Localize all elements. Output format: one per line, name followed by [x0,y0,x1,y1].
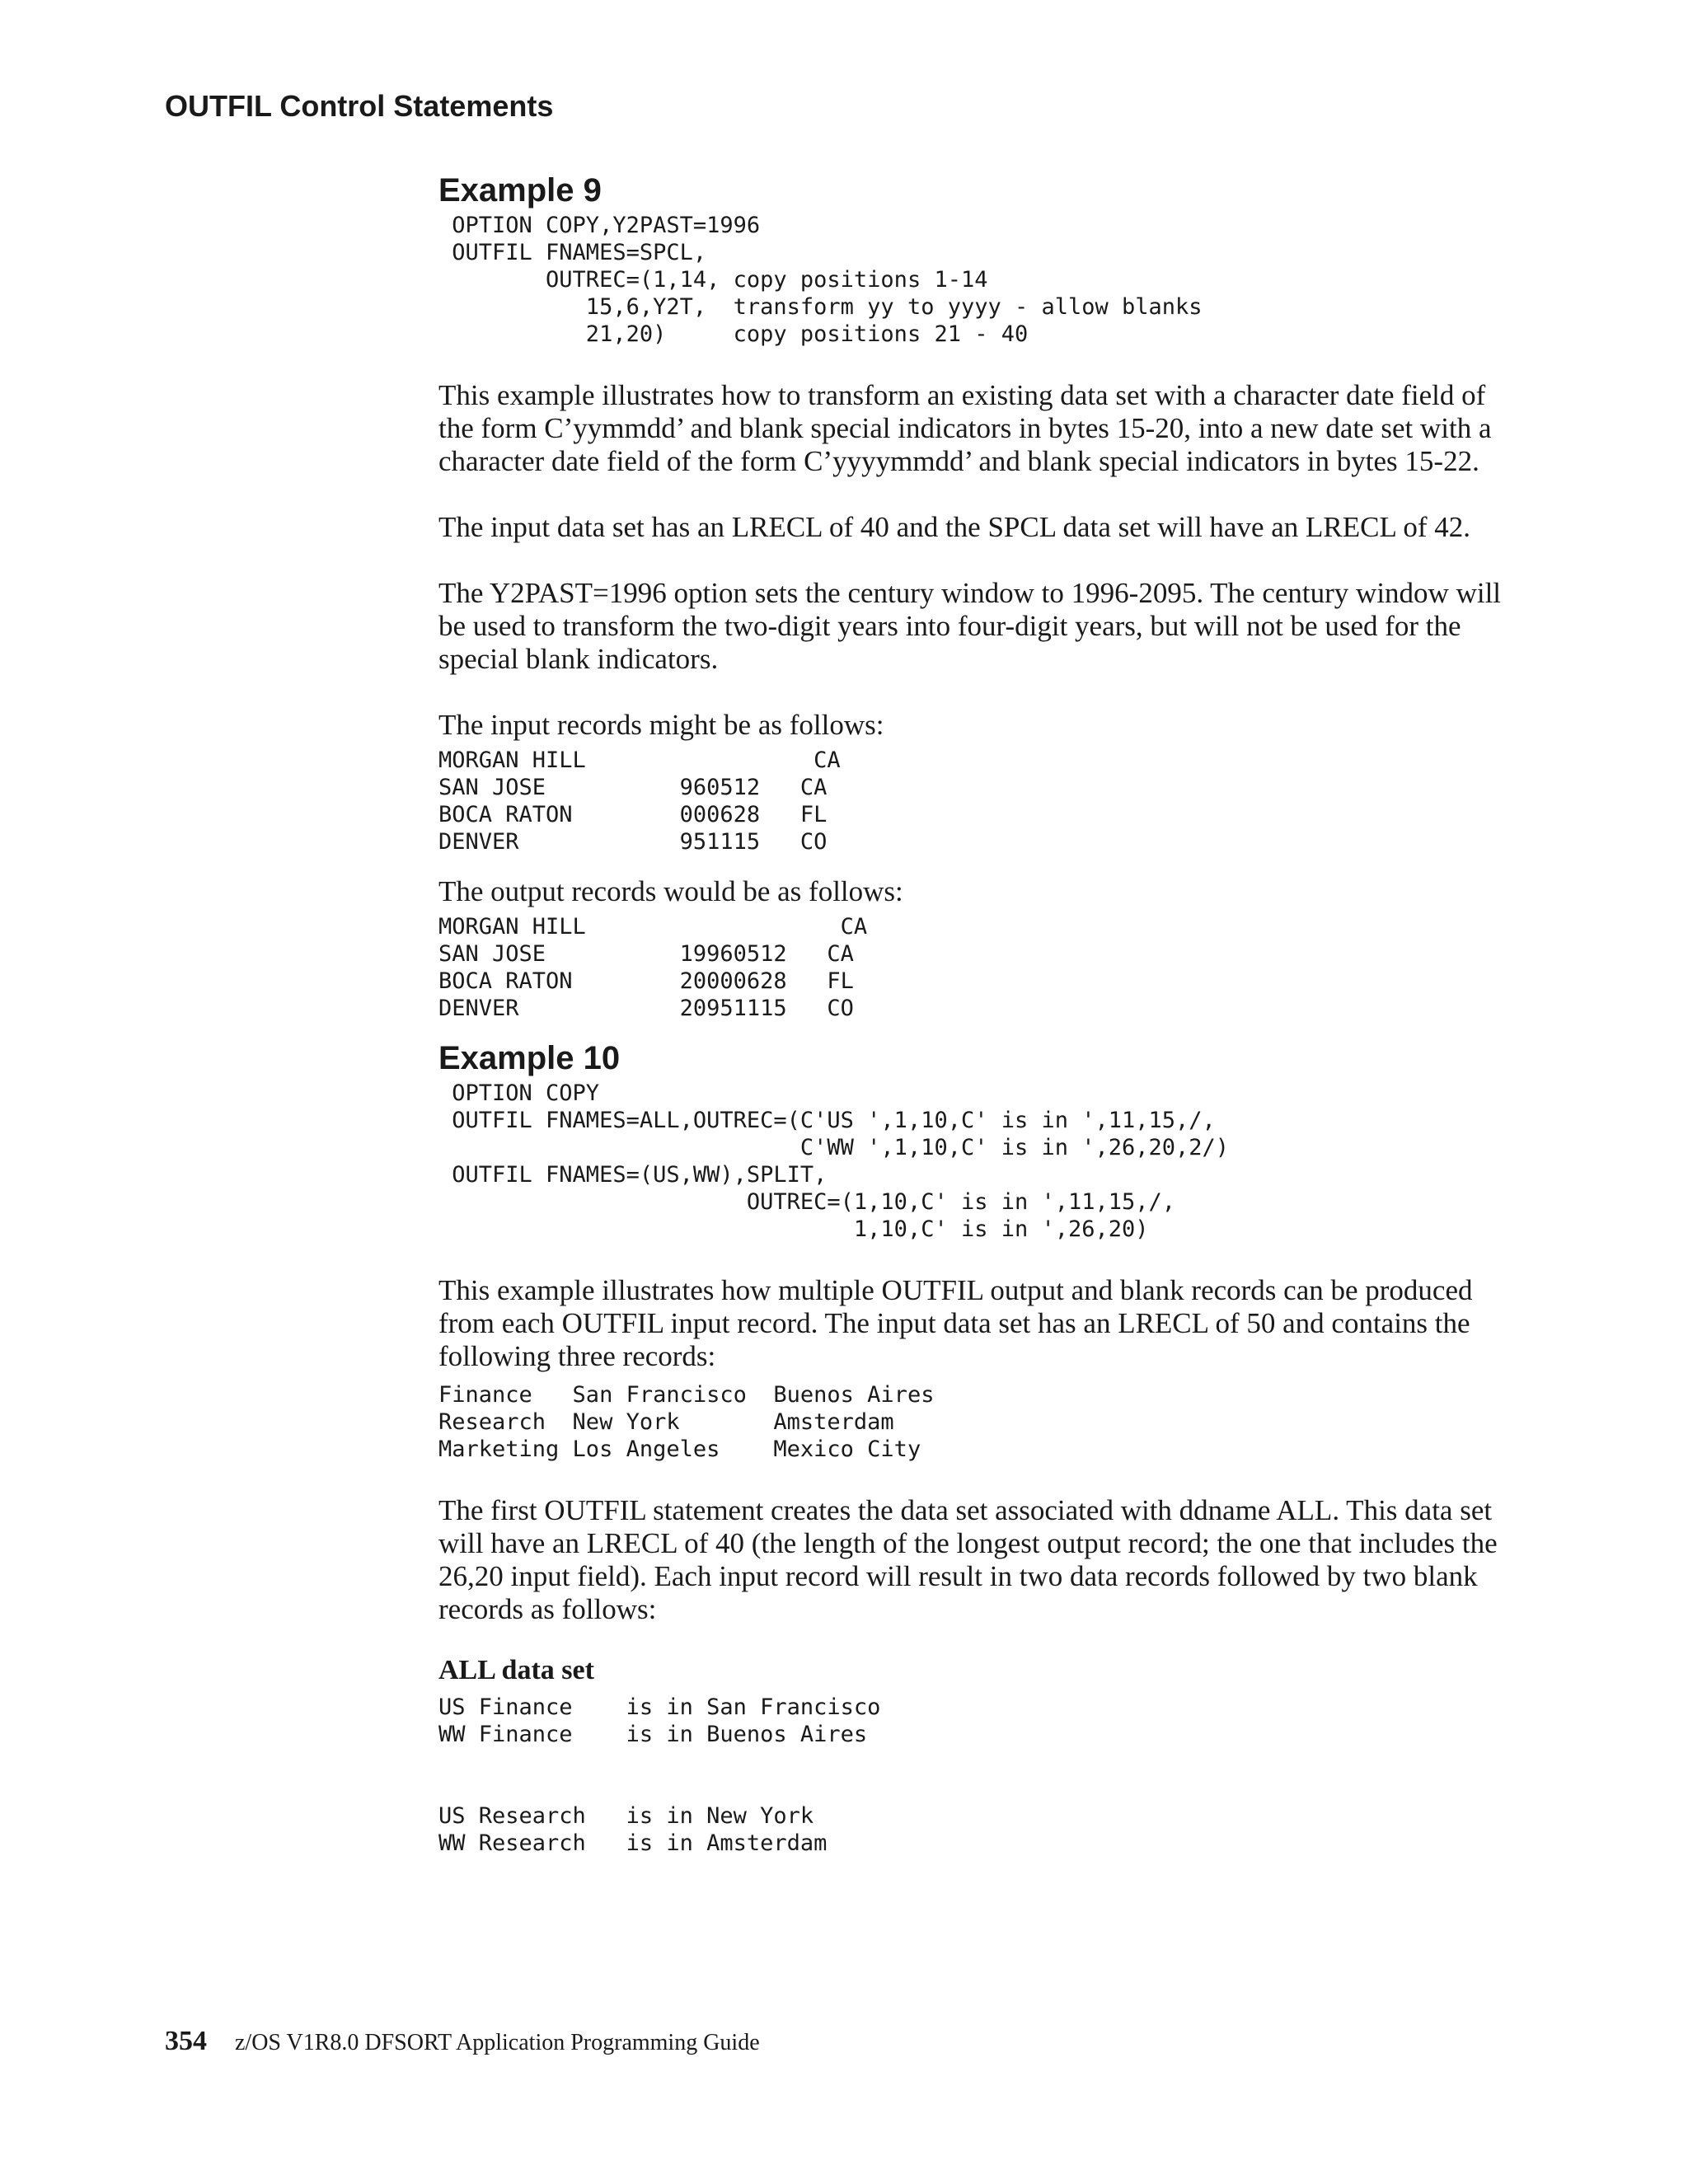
all-data-set-records: US Finance is in San Francisco WW Finance is in Buenos Aires US Research is in New York WW Research is in Amsterdam [438,1694,881,1856]
example-9-input-records: MORGAN HILL CA SAN JOSE 960512 CA BOCA RATON 000628 FL DENVER 951115 CO [438,748,841,855]
example-10-paragraph-2: The first OUTFIL statement creates the data set associated with ddname ALL. This data set will have an LRECL of 40 (the length of the longest output record; the one that includes the 26,20 input field). Each input record will result in two data records followed by two blank records as follows: [438,1494,1498,1625]
example-9-paragraph-2: The input data set has an LRECL of 40 and the SPCL data set will have an LRECL of 42. [438,511,1470,543]
example-10-paragraph-1: This example illustrates how multiple OUTFIL output and blank records can be produced from each OUTFIL input record. The input data set has an LRECL of 50 and contains the following three records: [438,1274,1473,1372]
example-9-code: OPTION COPY,Y2PAST=1996 OUTFIL FNAMES=SPCL, OUTREC=(1,14, copy positions 1-14 15,6,Y2T, transform yy to yyyy - allow blanks 21,20) copy positions 21 - 40 [452,213,1203,347]
all-data-set-heading: ALL data set [438,1655,594,1685]
example-9-title: Example 9 [438,172,602,209]
page-footer [165,2026,760,2057]
example-9-output-intro: The output records would be as follows: [438,875,903,907]
example-9-paragraph-3: The Y2PAST=1996 option sets the century window to 1996-2095. The century window will be used to transform the two-digit years into four-digit years, but will not be used for the special blank indicators. [438,577,1502,675]
example-10-input-records: Finance San Francisco Buenos Aires Research New York Amsterdam Marketing Los Angeles Mexico City [438,1382,935,1462]
page-content [438,169,1510,1857]
page-number: 354 [165,2026,207,2056]
book-title: z/OS V1R8.0 DFSORT Application Programming Guide [235,2030,760,2055]
example-9-paragraph-1: This example illustrates how to transform an existing data set with a character date field of the form C’yymmdd’ and blank special indicators in bytes 15-20, into a new date set with a character date field of the form C’yyyymmdd’ and blank special indicators in bytes 15-22. [438,379,1492,477]
example-9-input-intro: The input records might be as follows: [438,709,884,741]
example-10-title: Example 10 [438,1040,621,1076]
example-10-code: OPTION COPY OUTFIL FNAMES=ALL,OUTREC=(C'US ',1,10,C' is in ',11,15,/, C'WW ',1,10,C' is in ',26,20,2/) OUTFIL FNAMES=(US,WW),SPLIT, OUTREC=(1,10,C' is in ',11,15,/, 1,10,C' is in ',26,20) [452,1080,1230,1242]
example-9-output-records: MORGAN HILL CA SAN JOSE 19960512 CA BOCA RATON 20000628 FL DENVER 20951115 CO [438,914,868,1021]
running-header-title: OUTFIL Control Statements [165,89,554,123]
